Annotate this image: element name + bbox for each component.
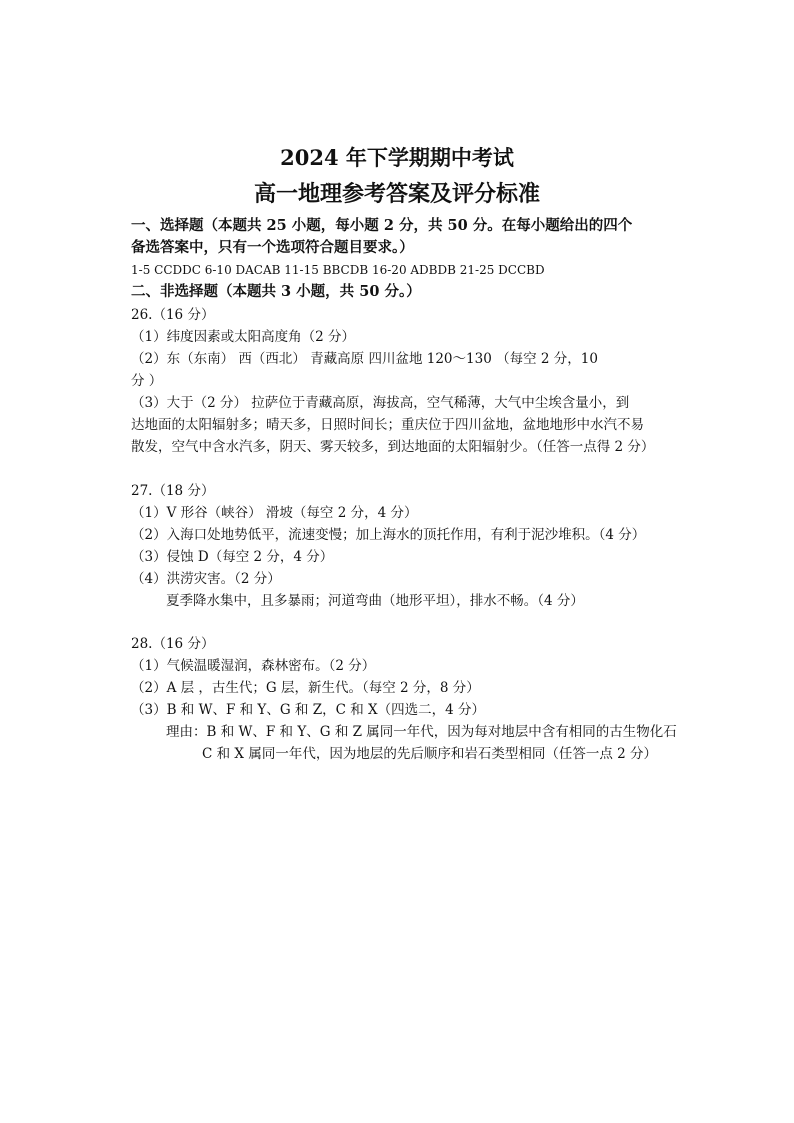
q28-answer-1: （1）气候温暖湿润，森林密布。（2 分） (131, 658, 376, 674)
q28-answer-3: （3）B 和 W、F 和 Y、G 和 Z，C 和 X（四选二，4 分） (131, 702, 485, 718)
q28-header: 28.（16 分） (131, 636, 215, 652)
q26-answer-1: （1）纬度因素或太阳高度角（2 分） (131, 329, 355, 345)
q27-answer-4: （4）洪涝灾害。（2 分） (131, 571, 281, 587)
q27-answer-4-line2: 夏季降水集中，且多暴雨；河道弯曲（地形平坦），排水不畅。（4 分） (166, 593, 584, 609)
q28-answer-2: （2）A 层 ，古生代；G 层，新生代。（每空 2 分，8 分） (131, 680, 480, 696)
q27-answer-2: （2）入海口处地势低平，流速变慢；加上海水的顶托作用，有利于泥沙堆积。（4 分） (131, 527, 646, 543)
q26-answer-3-line2: 达地面的太阳辐射多；晴天多，日照时间长；重庆位于四川盆地，盆地地形中水汽不易 (131, 417, 644, 433)
q26-answer-2-line2: 分 ） (131, 373, 163, 389)
q26-answer-3-line3: 散发，空气中含水汽多，阴天、雾天较多，到达地面的太阳辐射少。（任答一点得 2 分） (131, 439, 655, 455)
section1-heading-line1: 一、选择题（本题共 25 小题，每小题 2 分，共 50 分。在每小题给出的四个 (131, 217, 633, 234)
q26-answer-2-line1: （2）东（东南） 西（西北） 青藏高原 四川盆地 120～130 （每空 2 分，10 (131, 351, 598, 367)
q26-header: 26.（16 分） (131, 307, 215, 323)
exam-title: 2024 年下学期期中考试 (280, 145, 514, 170)
q28-reason-line2: C 和 X 属同一年代，因为地层的先后顺序和岩石类型相同（任答一点 2 分） (202, 746, 657, 762)
multiple-choice-answers: 1-5 CCDDC 6-10 DACAB 11-15 BBCDB 16-20 ADBDB 21-25 DCCBD (131, 263, 545, 277)
section1-heading-line2: 备选答案中，只有一个选项符合题目要求。） (131, 239, 414, 256)
q27-header: 27.（18 分） (131, 483, 215, 499)
q26-answer-3-line1: （3）大于（2 分） 拉萨位于青藏高原，海拔高，空气稀薄，大气中尘埃含量小，到 (131, 395, 630, 411)
section2-heading: 二、非选择题（本题共 3 小题，共 50 分。） (131, 283, 421, 300)
q27-answer-3: （3）侵蚀 D（每空 2 分，4 分） (131, 549, 334, 565)
q28-reason-line1: 理由：B 和 W、F 和 Y、G 和 Z 属同一年代，因为每对地层中含有相同的古生物化石 (166, 724, 677, 740)
q27-answer-1: （1）V 形谷（峡谷） 滑坡（每空 2 分，4 分） (131, 505, 418, 521)
document-title: 高一地理参考答案及评分标准 (253, 181, 540, 207)
